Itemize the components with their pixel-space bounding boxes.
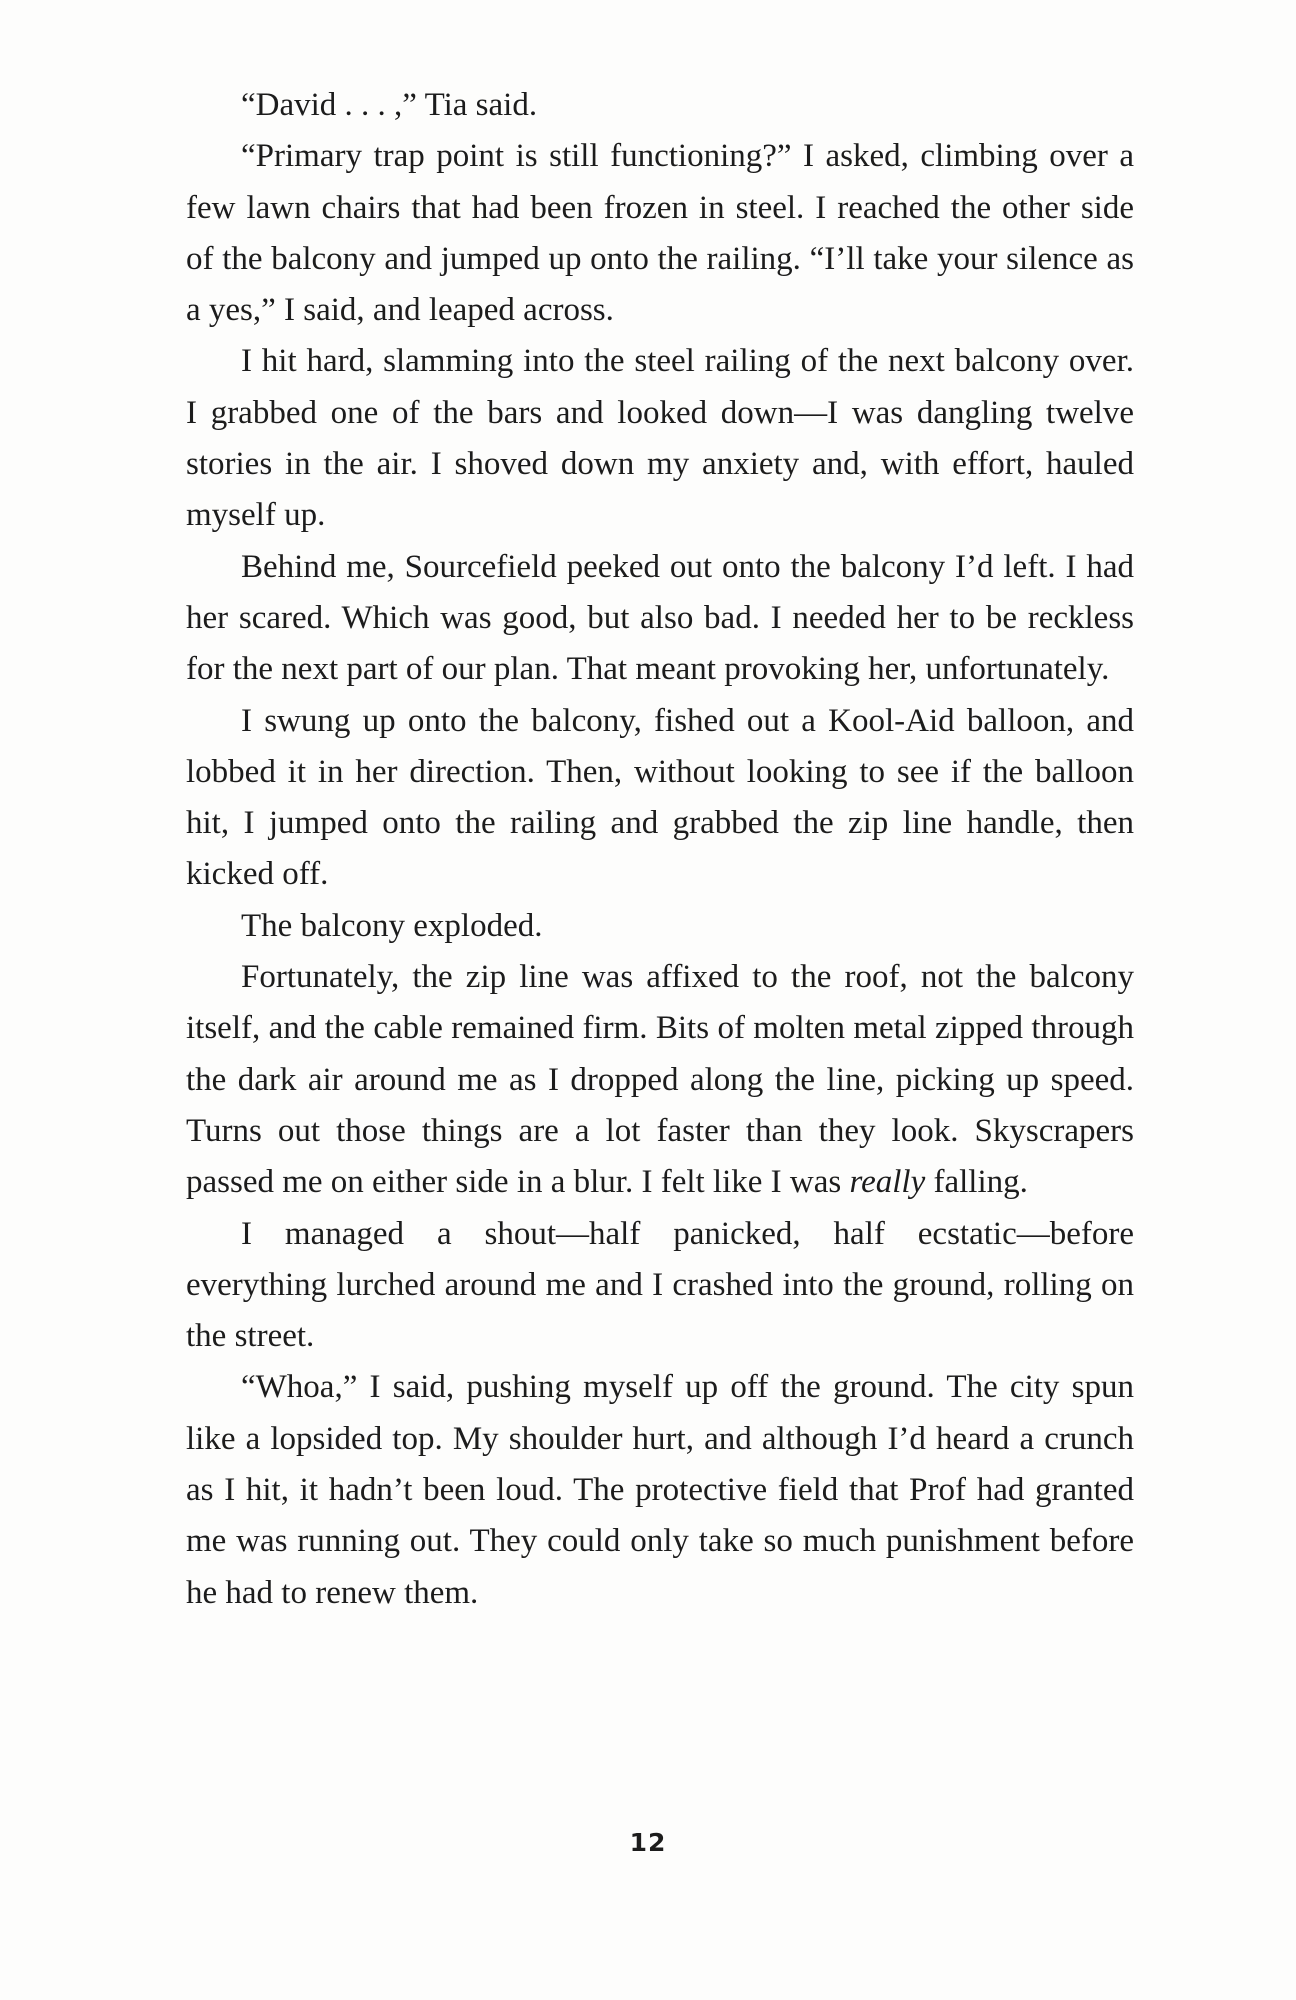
paragraph-1: “David . . . ,” Tia said. [241,87,538,123]
paragraph-7-emphasis: really [849,1164,926,1201]
paragraph-8: I managed a shout—half panicked, half ecstatic—before everything lurched around me and I crashed into the ground, rolling on the street. [186,1215,1134,1355]
paragraph-2: “Primary trap point is still functioning?” I asked, climbing over a few lawn chairs that had been frozen in steel. I reached the other side of the balcony and jumped up onto the railing. “I’ll take your silence as a yes,” I said, and leaped across. [186,138,1134,329]
paragraph-5: I swung up onto the balcony, fished out a Kool-Aid balloon, and lobbed it in her direction. Then, without looking to see if the balloon hit, I jumped onto the railing and grabbed the zip line handle, then kicked off. [186,702,1134,893]
paragraph-6: The balcony exploded. [241,907,543,944]
paragraph-7-text-before: Fortunately, the zip line was affixed to the roof, not the balcony itself, and the cable remained firm. Bits of molten metal zipped through the dark air around me as I dropped along the line, picking up speed. Turns out those things are a lot faster than they look. Skyscrapers passed me on either side in a blur. I felt like I was [186,959,1134,1201]
paragraph-4: Behind me, Sourcefield peeked out onto the balcony I’d left. I had her scared. Which was good, but also bad. I needed her to be reckless for the next part of our plan. That meant provoking her, unfortunately. [186,548,1134,688]
body-text [186,80,1134,1619]
paragraph-3: I hit hard, slamming into the steel railing of the next balcony over. I grabbed one of the bars and looked down—I was dangling twelve stories in the air. I shoved down my anxiety and, with effort, hauled myself up. [186,343,1134,534]
paragraph-9: “Whoa,” I said, pushing myself up off the ground. The city spun like a lopsided top. My shoulder hurt, and although I’d heard a crunch as I hit, it hadn’t been loud. The protective field that Prof had granted me was running out. They could only take so much punishment before he had to renew them. [186,1369,1134,1611]
page-number: 12 [629,1828,667,1857]
paragraph-7-text-after: falling. [925,1164,1028,1201]
paragraph-7 [186,952,1134,1208]
